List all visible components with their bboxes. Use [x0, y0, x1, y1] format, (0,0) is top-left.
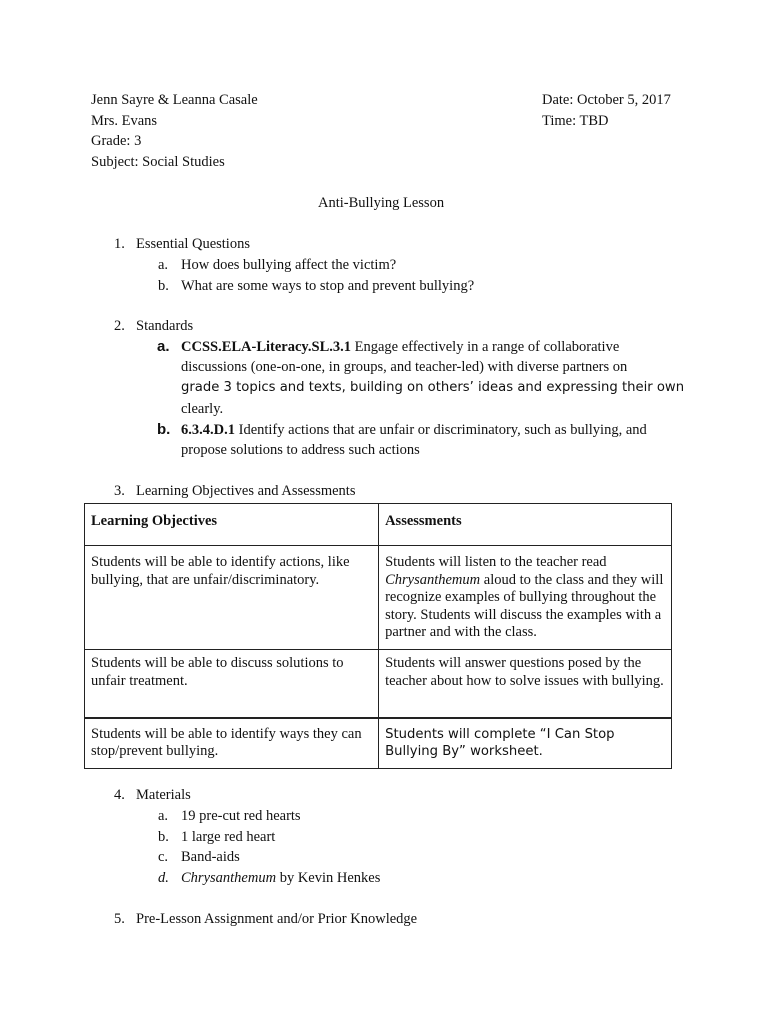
standard-text: discussions (one-on-one, in groups, and teacher-led) with diverse partners on: [181, 359, 628, 375]
table-row: [85, 650, 672, 718]
author-names: Jenn Sayre & Leanna Casale: [91, 92, 258, 108]
table-cell: Students will answer questions posed by the teacher about how to solve issues with bullying.: [379, 650, 672, 718]
section-heading: Learning Objectives and Assessments: [136, 483, 356, 499]
section-heading: Essential Questions: [136, 236, 250, 252]
list-item-label: a.: [158, 257, 169, 273]
teacher-name: Mrs. Evans: [91, 113, 158, 129]
list-item-label: a.: [158, 808, 169, 824]
list-item: [181, 870, 380, 887]
section-heading: Pre-Lesson Assignment and/or Prior Knowledge: [136, 911, 418, 927]
standard-text: Engage effectively in a range of collaborative: [351, 339, 620, 355]
list-item: How does bullying affect the victim?: [181, 257, 397, 273]
table-header-cell: Assessments: [379, 504, 672, 546]
table-cell: Students will be able to identify ways they can stop/prevent bullying.: [85, 718, 379, 769]
standard-text: clearly.: [181, 401, 224, 417]
list-item-label: b.: [158, 829, 169, 845]
grade-line: Grade: 3: [91, 133, 142, 149]
subject-line: Subject: Social Studies: [91, 154, 225, 170]
table-row: [85, 718, 672, 769]
date-line: Date: October 5, 2017: [542, 92, 671, 108]
table-cell: Students will complete “I Can Stop Bullying By” worksheet.: [379, 718, 672, 769]
section-heading: Standards: [136, 318, 194, 334]
table-cell: Students will be able to identify actions, like bullying, that are unfair/discriminatory.: [85, 546, 379, 650]
standard-text: Identify actions that are unfair or discriminatory, such as bullying, and: [234, 422, 647, 438]
list-item-label: b.: [157, 421, 171, 438]
list-item: What are some ways to stop and prevent bullying?: [181, 278, 475, 294]
cell-text: Students will listen to the teacher read: [385, 554, 607, 570]
section-number: 4.: [114, 787, 125, 803]
table-header-row: [85, 504, 672, 546]
list-item-label: c.: [158, 849, 169, 865]
standard-code: CCSS.ELA-Literacy.SL.3.1: [181, 339, 351, 355]
section-number: 5.: [114, 911, 125, 927]
standard-item: [181, 339, 619, 356]
table-cell: [379, 546, 672, 650]
list-item: 19 pre-cut red hearts: [181, 808, 301, 824]
book-title: Chrysanthemum: [385, 571, 481, 588]
table-header-cell: Learning Objectives: [85, 504, 379, 546]
list-item-label: d.: [158, 870, 169, 886]
standard-code: 6.3.4.D.1: [181, 422, 235, 438]
section-number: 2.: [114, 318, 125, 334]
table-row: [85, 546, 672, 650]
list-item-label: a.: [157, 338, 170, 355]
standard-item: [181, 422, 647, 439]
table-cell: Students will be able to discuss solutions to unfair treatment.: [85, 650, 379, 718]
document-title: Anti-Bullying Lesson: [318, 195, 445, 211]
item-text: by Kevin Henkes: [276, 870, 381, 886]
section-number: 1.: [114, 236, 125, 252]
objectives-table: [84, 503, 672, 769]
section-heading: Materials: [136, 787, 191, 803]
list-item-label: b.: [158, 278, 169, 294]
list-item: 1 large red heart: [181, 829, 276, 845]
book-title: Chrysanthemum: [181, 870, 277, 886]
standard-text: propose solutions to address such actions: [181, 442, 420, 458]
standard-text: grade 3 topics and texts, building on others’ ideas and expressing their own: [181, 380, 685, 395]
cell-text: aloud to the class and they will recognize examples of bullying throughout the story. Students will discuss the examples with a partner and with the class.: [385, 571, 664, 641]
list-item: Band-aids: [181, 849, 240, 865]
section-number: 3.: [114, 483, 125, 499]
time-line: Time: TBD: [542, 113, 609, 129]
